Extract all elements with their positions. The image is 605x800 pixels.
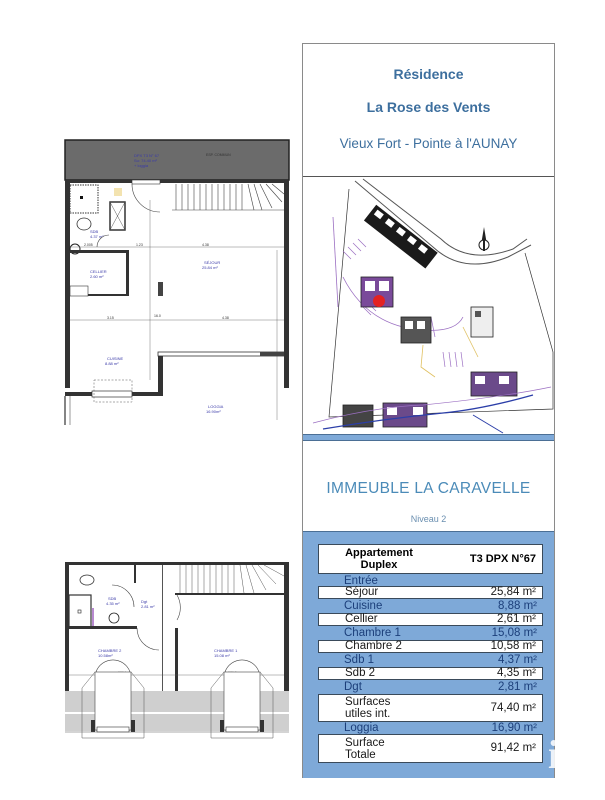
table-row-sdb1: Sdb 1 4,37 m² — [344, 653, 537, 666]
svg-text:2.60 m²: 2.60 m² — [90, 274, 104, 279]
svg-text:Su: 74.40 m²: Su: 74.40 m² — [134, 158, 157, 163]
header-label-line1: Appartement — [345, 547, 413, 559]
svg-text:1.23: 1.23 — [136, 243, 143, 247]
room-label-sdb2: SDB — [108, 596, 117, 601]
header-label-line2: Duplex — [360, 559, 398, 571]
common-area-label: ESP. COMMUN — [206, 153, 231, 157]
residence-header — [303, 44, 554, 176]
svg-text:+ loggia: + loggia — [134, 163, 149, 168]
room-label-sejour: SÉJOUR — [204, 260, 221, 265]
building-section — [303, 441, 554, 533]
svg-text:10.58m²: 10.58m² — [98, 653, 113, 658]
building-name: IMMEUBLE LA CARAVELLE — [326, 480, 531, 497]
floor-plan-level-2 — [62, 560, 294, 740]
room-label-sdb: SDB — [90, 229, 99, 234]
table-row-cellier: Cellier 2,61 m² — [318, 613, 543, 626]
floor-plan-level-1 — [62, 130, 294, 425]
table-row-chambre2: Chambre 2 10,58 m² — [318, 640, 543, 653]
svg-text:4.38: 4.38 — [222, 316, 229, 320]
watermark-logo: i — [548, 732, 560, 777]
selected-unit-marker — [373, 295, 385, 307]
unit-tag: DPX T3 N° 67 — [134, 153, 160, 158]
table-row-cuisine: Cuisine 8,88 m² — [344, 599, 537, 612]
svg-text:4.37 m²: 4.37 m² — [90, 234, 104, 239]
table-row-surface-totale: Surface Totale 91,42 m² — [318, 734, 543, 763]
svg-text:8.88 m²: 8.88 m² — [105, 361, 119, 366]
svg-text:16.90m²: 16.90m² — [206, 409, 221, 414]
site-plan-map — [303, 177, 554, 435]
residence-name: La Rose des Vents — [366, 99, 491, 115]
table-row-sejour: Séjour 25,84 m² — [318, 586, 543, 599]
svg-text:3.15: 3.15 — [107, 316, 114, 320]
svg-text:15.08 m²: 15.08 m² — [214, 653, 230, 658]
table-row-dgt: Dgt 2,81 m² — [344, 680, 537, 693]
room-label-chambre1: CHAMBRE 1 — [214, 648, 238, 653]
svg-text:16.0: 16.0 — [154, 314, 161, 318]
svg-text:4.38: 4.38 — [202, 243, 209, 247]
table-row-surfaces-utiles: Surfaces utiles int. 74,40 m² — [318, 694, 543, 722]
room-label-cellier: CELLIER — [90, 269, 107, 274]
room-label-cuisine: CUISINE — [107, 356, 124, 361]
svg-text:4.35 m²: 4.35 m² — [106, 601, 120, 606]
residence-location: Vieux Fort - Pointe à l'AUNAY — [339, 136, 518, 151]
svg-text:2.005: 2.005 — [84, 243, 93, 247]
svg-text:2.81 m²: 2.81 m² — [141, 604, 155, 609]
residence-label: Résidence — [393, 66, 464, 82]
unit-reference: T3 DPX N°67 — [469, 552, 536, 565]
common-area-band — [65, 140, 289, 180]
room-label-loggia: LOGGIA — [208, 404, 224, 409]
north-arrow-icon — [479, 227, 489, 251]
building-level: Niveau 2 — [410, 514, 447, 524]
surfaces-table — [303, 531, 554, 778]
table-row-chambre1: Chambre 1 15,08 m² — [344, 626, 537, 639]
table-header-row — [318, 544, 543, 574]
table-row-loggia: Loggia 16,90 m² — [344, 721, 537, 734]
room-label-dgt: Dgt — [141, 599, 148, 604]
room-label-chambre2: CHAMBRE 2 — [98, 648, 122, 653]
divider-bar — [303, 434, 554, 441]
table-row-sdb2: Sdb 2 4,35 m² — [318, 667, 543, 680]
table-row-entree: Entrée — [344, 574, 378, 587]
info-card — [302, 43, 555, 778]
svg-text:25.84 m²: 25.84 m² — [202, 265, 218, 270]
